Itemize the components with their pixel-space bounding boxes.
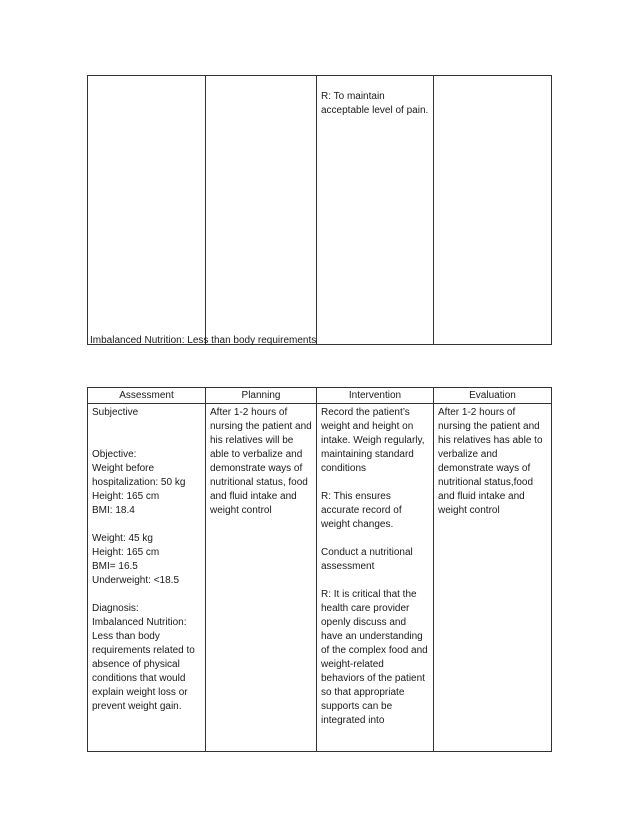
intervention-text: Record the patient’s weight and height on intake. Weigh regularly, maintaining standard conditions <box>321 407 425 474</box>
assessment-cell <box>88 404 206 752</box>
table-row <box>88 404 552 752</box>
section-title: Imbalanced Nutrition: Less than body requirements <box>90 335 317 346</box>
rationale-text: R: This ensures accurate record of weight changes. <box>321 491 402 530</box>
table-row <box>88 76 552 345</box>
bmi-text: BMI= 16.5 <box>92 561 138 572</box>
continuation-table <box>87 75 552 345</box>
evaluation-text: After 1-2 hours of nursing the patient and his relatives has able to verbalize and demonstrate ways of nutritional status,food and fluid intake and weight control <box>438 407 543 516</box>
planning-cell <box>206 404 317 752</box>
weight-before-text: Weight before hospitalization: 50 kg <box>92 463 186 488</box>
weight-text: Weight: 45 kg <box>92 533 153 544</box>
column-header: Evaluation <box>434 388 552 404</box>
intervention-cell <box>317 404 434 752</box>
table-cell <box>434 76 552 345</box>
underweight-text: Underweight: <18.5 <box>92 575 180 586</box>
bmi-text: BMI: 18.4 <box>92 505 135 516</box>
nursing-care-plan-table <box>87 387 552 752</box>
header-row <box>88 388 552 404</box>
diagnosis-label: Diagnosis: <box>92 603 139 614</box>
planning-text: After 1-2 hours of nursing the patient and his relatives will be able to verbalize and demonstrate ways of nutritional status, food and fluid intake and weight control <box>210 407 312 516</box>
column-header: Intervention <box>317 388 434 404</box>
objective-label: Objective: <box>92 449 137 460</box>
column-header: Assessment <box>88 388 206 404</box>
height-text: Height: 165 cm <box>92 547 160 558</box>
table-cell <box>88 76 206 345</box>
intervention-text: Conduct a nutritional assessment <box>321 547 413 572</box>
evaluation-cell <box>434 404 552 752</box>
table-cell <box>206 76 317 345</box>
subjective-label: Subjective <box>92 407 139 418</box>
rationale-text: R: It is critical that the health care provider openly discuss and have an understanding of the complex food and weight-related behaviors of the patient so that appropriate supports can be integrated into <box>321 589 428 726</box>
column-header: Planning <box>206 388 317 404</box>
height-text: Height: 165 cm <box>92 491 160 502</box>
table-cell: R: To maintain acceptable level of pain. <box>317 76 434 345</box>
diagnosis-text: Imbalanced Nutrition: Less than body requirements related to absence of physical conditions that would explain weight loss or prevent weight gain. <box>92 617 195 712</box>
